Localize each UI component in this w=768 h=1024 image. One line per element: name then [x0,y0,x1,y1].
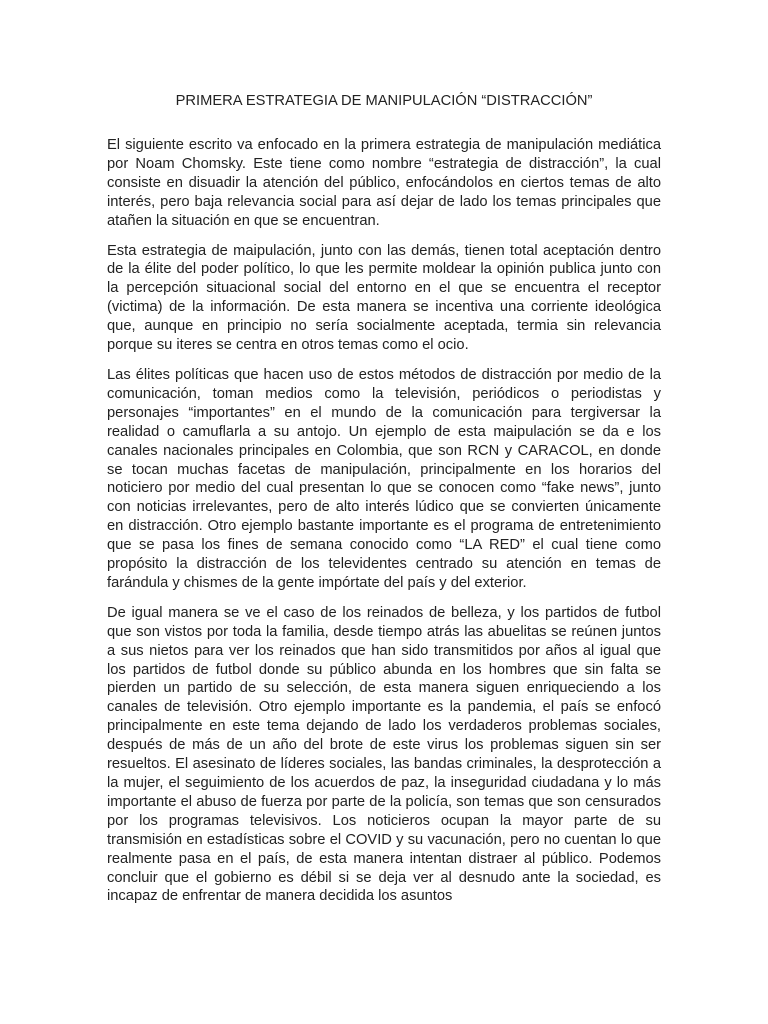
paragraph-2: Esta estrategia de maipulación, junto con las demás, tienen total aceptación dentro de la élite del poder político, lo que les permite moldear la opinión publica junto con la percepción situacional social del entorno en el que se encuentra el receptor (victima) de la información. De esta manera se incentiva una corriente ideológica que, aunque en principio no sería socialmente aceptada, termia sin relevancia porque su iteres se centra en otros temas como el ocio. [107,242,661,354]
paragraph-1: El siguiente escrito va enfocado en la primera estrategia de manipulación mediática por Noam Chomsky. Este tiene como nombre “estrategia de distracción”, la cual consiste en disuadir la atención del público, enfocándolos en ciertos temas de alto interés, pero baja relevancia social para así dejar de lado los temas principales que atañen la situación en que se encuentran. [107,137,661,229]
document-title: PRIMERA ESTRATEGIA DE MANIPULACIÓN “DISTRACCIÓN” [175,93,593,109]
document-body [107,136,661,917]
paragraph-4: De igual manera se ve el caso de los reinados de belleza, y los partidos de futbol que son vistos por toda la familia, desde tiempo atrás las abuelitas se reúnen juntos a sus nietos para ver los reinados que han sido transmitidos por años al igual que los partidos de futbol donde su público abunda en los hombres que sin falta se pierden un partido de su selección, de esta manera siguen enriqueciendo a los canales de televisión. Otro ejemplo importante es la pandemia, el país se enfocó principalmente en este tema dejando de lado los verdaderos problemas sociales, después de más de un año del brote de este virus los problemas siguen sin ser resueltos. El asesinato de líderes sociales, las bandas criminales, la desprotección a la mujer, el seguimiento de los acuerdos de paz, la inseguridad ciudadana y lo más importante el abuso de fuerza por parte de la policía, son temas que son censurados por los programas televisivos. Los noticieros ocupan la mayor parte de su transmisión en estadísticas sobre el COVID y su vacunación, pero no cuentan lo que realmente pasa en el país, de esta manera intentan distraer al público. Podemos concluir que el gobierno es débil si se deja ver al desnudo ante la sociedad, es incapaz de enfrentar de manera decidida los asuntos [107,604,661,905]
paragraph-3: Las élites políticas que hacen uso de estos métodos de distracción por medio de la comunicación, toman medios como la televisión, periódicos o periodistas y personajes “importantes” en el mundo de la comunicación para tergiversar la realidad o camuflarla a su antojo. Un ejemplo de esta maipulación se da e los canales nacionales principales en Colombia, que son RCN y CARACOL, en donde se tocan muchas facetas de manipulación, principalmente en los horarios del noticiero por medio del cual presentan lo que se conocen como “fake news”, junto con noticias irrelevantes, pero de alto interés lúdico que se convierten únicamente en distracción. Otro ejemplo bastante importante es el programa de entretenimiento que se pasa los fines de semana conocido como “LA RED” el cual tiene como propósito la distracción de los televidentes centrado su atención en temas de farándula y chismes de la gente impórtate del país y del exterior. [107,366,661,591]
